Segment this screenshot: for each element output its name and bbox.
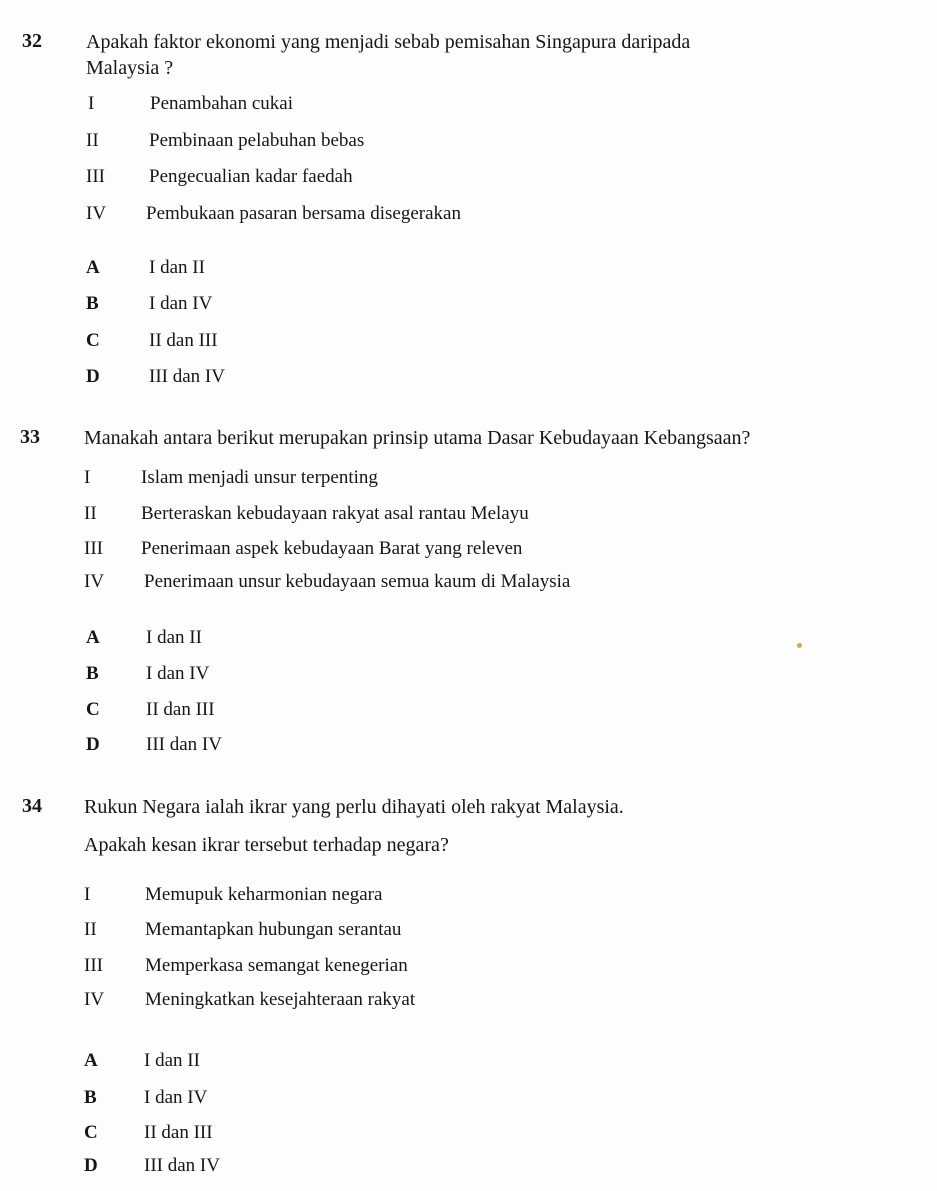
option-letter: C: [86, 330, 100, 351]
statement-mark: IV: [84, 571, 105, 592]
question-line-2: Malaysia ?: [86, 57, 174, 79]
statement-text: Meningkatkan kesejahteraan rakyat: [145, 989, 416, 1010]
question-line-1: Manakah antara berikut merupakan prinsip utama Dasar Kebudayaan Kebangsaan?: [84, 427, 751, 449]
option-text: II dan III: [144, 1122, 213, 1143]
statement-mark: I: [84, 884, 91, 905]
option-letter: B: [86, 293, 99, 314]
statement-text: Pembinaan pelabuhan bebas: [149, 130, 365, 151]
option-text: I dan II: [144, 1050, 200, 1071]
question-line-1: Apakah faktor ekonomi yang menjadi sebab pemisahan Singapura daripada: [86, 31, 691, 53]
statement-text: Penerimaan unsur kebudayaan semua kaum di Malaysia: [144, 571, 571, 592]
statement-mark: II: [84, 919, 97, 940]
statement-mark: III: [84, 955, 103, 976]
statement-text: Islam menjadi unsur terpenting: [141, 467, 378, 488]
option-text: III dan IV: [146, 734, 222, 755]
statement-text: Memantapkan hubungan serantau: [145, 919, 402, 940]
question-number: 32: [22, 30, 42, 52]
option-letter: A: [86, 257, 100, 278]
option-text: I dan II: [149, 257, 205, 278]
option-letter: D: [86, 734, 100, 755]
option-letter: C: [84, 1122, 98, 1143]
option-letter: A: [84, 1050, 98, 1071]
option-letter: B: [84, 1087, 97, 1108]
statement-mark: IV: [86, 203, 107, 224]
option-letter: B: [86, 663, 99, 684]
statement-mark: II: [84, 503, 97, 524]
statement-mark: III: [84, 538, 103, 559]
option-letter: D: [86, 366, 100, 387]
question-number: 34: [22, 795, 42, 817]
option-letter: A: [86, 627, 100, 648]
option-text: I dan IV: [144, 1087, 208, 1108]
scan-speck: [797, 643, 802, 648]
statement-text: Memupuk keharmonian negara: [145, 884, 383, 905]
statement-mark: III: [86, 166, 105, 187]
option-text: III dan IV: [144, 1155, 220, 1176]
statement-mark: I: [88, 93, 95, 114]
option-letter: D: [84, 1155, 98, 1176]
option-text: I dan IV: [149, 293, 213, 314]
option-text: II dan III: [146, 699, 215, 720]
statement-text: Berteraskan kebudayaan rakyat asal rantau Melayu: [141, 503, 529, 524]
statement-text: Pembukaan pasaran bersama disegerakan: [146, 203, 461, 224]
statement-text: Pengecualian kadar faedah: [149, 166, 353, 187]
option-text: I dan IV: [146, 663, 210, 684]
statement-text: Penerimaan aspek kebudayaan Barat yang releven: [141, 538, 523, 559]
option-text: III dan IV: [149, 366, 225, 387]
option-text: I dan II: [146, 627, 202, 648]
option-text: II dan III: [149, 330, 218, 351]
statement-mark: I: [84, 467, 91, 488]
question-number: 33: [20, 426, 40, 448]
option-letter: C: [86, 699, 100, 720]
statement-text: Memperkasa semangat kenegerian: [145, 955, 408, 976]
question-line-1: Rukun Negara ialah ikrar yang perlu dihayati oleh rakyat Malaysia.: [84, 796, 624, 818]
statement-text: Penambahan cukai: [150, 93, 293, 114]
statement-mark: IV: [84, 989, 105, 1010]
sub-question: Apakah kesan ikrar tersebut terhadap negara?: [84, 834, 449, 856]
statement-mark: II: [86, 130, 99, 151]
